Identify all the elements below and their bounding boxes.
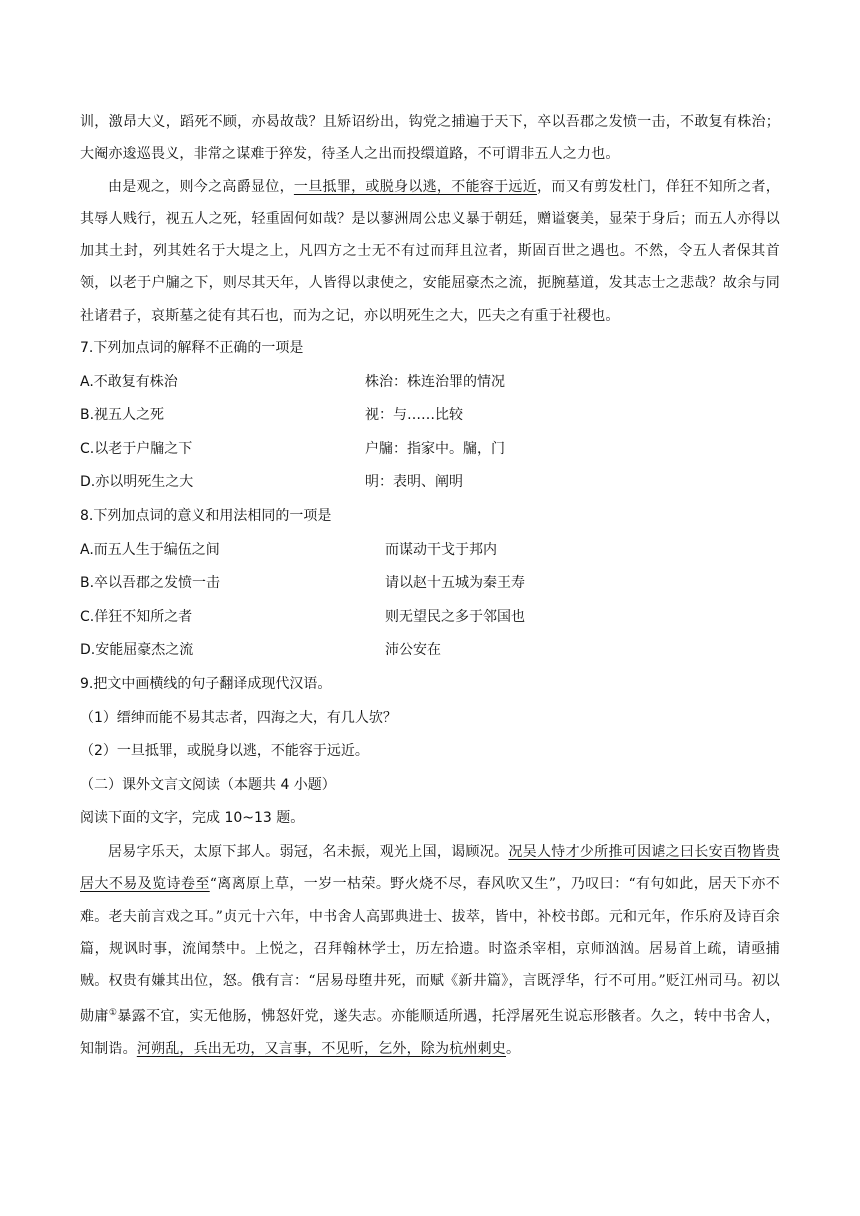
question-8 — [80, 500, 780, 668]
option-explanation: 明：表明、阐明 — [365, 474, 463, 491]
option-text: C.佯狂不知所之者 — [80, 608, 193, 625]
underlined-sentence-q-1: 况吴人恃才少所推可因谑之曰长安百物皆贵居大不易及览诗卷至 — [80, 843, 780, 893]
passage-2-part-1: 居易字乐天，太原下邽人。弱冠，名未振，观光上国，谒顾况。 — [108, 843, 509, 860]
underlined-sentence-q9-2: 一旦抵罪，或脱身以逃，不能容于远近 — [293, 178, 537, 195]
option-explanation: 株治：株连治罪的情况 — [365, 373, 505, 390]
option-explanation: 户牖：指家中。牖，门 — [365, 440, 505, 457]
question-7-option-d — [80, 466, 780, 500]
question-8-option-d — [80, 634, 780, 668]
question-9-stem: 9.把文中画横线的句子翻译成现代汉语。 — [80, 676, 332, 693]
question-7-stem: 7.下列加点词的解释不正确的一项是 — [80, 340, 304, 357]
option-compare: 请以赵十五城为秦王寿 — [385, 575, 525, 592]
passage-1 — [80, 106, 780, 332]
passage-1-paragraph-b-rest: ，而又有剪发杜门，佯狂不知所之者，其辱人贱行，视五人之死，轻重固何如哉？是以蓼洲周公忠义暴于朝廷，赠谥褒美，显荣于身后；而五人亦得以加其土封，列其姓名于大堤之上，凡四方之士无不有过而拜且泣者，斯固百世之遇也。不然，令五人者保其首领，以老于户牖之下，则尽其天年，人皆得以隶使之，安能屈豪杰之流，扼腕墓道，发其志士之悲哉？故余与同社诸君子，哀斯墓之徒有其石也，而为之记，亦以明死生之大，匹夫之有重于社稷也。 — [80, 178, 780, 324]
question-8-option-c — [80, 601, 780, 635]
section-2-title: （二）课外文言文阅读（本题共 4 小题） — [80, 776, 336, 793]
option-text: C.以老于户牖之下 — [80, 440, 193, 457]
passage-2-paragraph — [80, 836, 780, 1066]
option-text: B.视五人之死 — [80, 407, 165, 424]
passage-1-paragraph-a — [80, 106, 780, 171]
question-9-item-1: （1）缙绅而能不易其志者，四海之大，有几人欤？ — [80, 709, 397, 726]
option-text: D.亦以明死生之大 — [80, 474, 194, 491]
question-7 — [80, 332, 780, 500]
passage-2-part-4: 。 — [506, 1041, 521, 1058]
section-2-header — [80, 769, 780, 836]
footnote-marker: ① — [108, 1008, 118, 1019]
option-text: A.不敢复有株治 — [80, 373, 178, 390]
question-9-item-2: （2）一旦抵罪，或脱身以逃，不能容于远近。 — [80, 743, 369, 760]
passage-2-part-2: “离离原上草，一岁一枯荣。野火烧不尽，春风吹又生”，乃叹曰：“有句如此，居天下亦不难。老夫前言戏之耳。”贞元十六年，中书舍人高郢典进士、拔萃，皆中，补校书郎。元和元年，作乐府及诗百余篇，规讽时事，流闻禁中。上悦之，召拜翰林学士，历左拾遗。时盗杀宰相，京师汹汹。居易首上疏，请亟捕贼。权贵有嫌其出位，怒。俄有言：“居易母堕井死，而赋《新井篇》，言既浮华，行不可用。”贬江州司马。初以勋庸 — [80, 876, 780, 1026]
question-7-option-a — [80, 366, 780, 400]
question-9 — [80, 668, 780, 769]
passage-1-paragraph-b-start: 由是观之，则今之高爵显位， — [108, 178, 294, 195]
passage-1-line-1: 训，激昂大义，蹈死不顾，亦曷故哉？且矫诏纷出，钩党之捕遍于天下，卒以吾郡之发愤一击，不敢复有 — [80, 114, 738, 130]
option-compare: 沛公安在 — [385, 642, 441, 659]
passage-1-line-2: 株治；大阉亦逡巡畏义，非常之谋难于猝发，待圣人之出而投缳道路，不可谓非五人之力也。 — [80, 114, 780, 163]
underlined-sentence-q-2: 河朔乱，兵出无功，又言事，不见听，乞外，除为杭州刺史 — [136, 1041, 507, 1058]
passage-2 — [80, 836, 780, 1066]
question-7-option-b — [80, 399, 780, 433]
question-8-option-b — [80, 567, 780, 601]
passage-2-part-3: 暴露不宜，实无他肠，怫怒奸党，遂失志。亦能顺适所遇，托浮屠死生说忘形骸者。久之，转中书舍人，知制诰。 — [80, 1009, 780, 1058]
question-7-option-c — [80, 433, 780, 467]
question-8-stem: 8.下列加点词的意义和用法相同的一项是 — [80, 508, 332, 525]
option-compare: 则无望民之多于邻国也 — [385, 608, 525, 625]
section-2-instruction: 阅读下面的文字，完成 10~13 题。 — [80, 810, 305, 827]
option-explanation: 视：与……比较 — [365, 407, 463, 424]
passage-1-paragraph-b — [80, 171, 780, 332]
document-page — [80, 106, 780, 1066]
option-text: D.安能屈豪杰之流 — [80, 642, 194, 659]
option-compare: 而谋动干戈于邦内 — [385, 541, 497, 558]
option-text: A.而五人生于编伍之间 — [80, 541, 220, 558]
question-8-option-a — [80, 534, 780, 568]
option-text: B.卒以吾郡之发愤一击 — [80, 575, 221, 592]
